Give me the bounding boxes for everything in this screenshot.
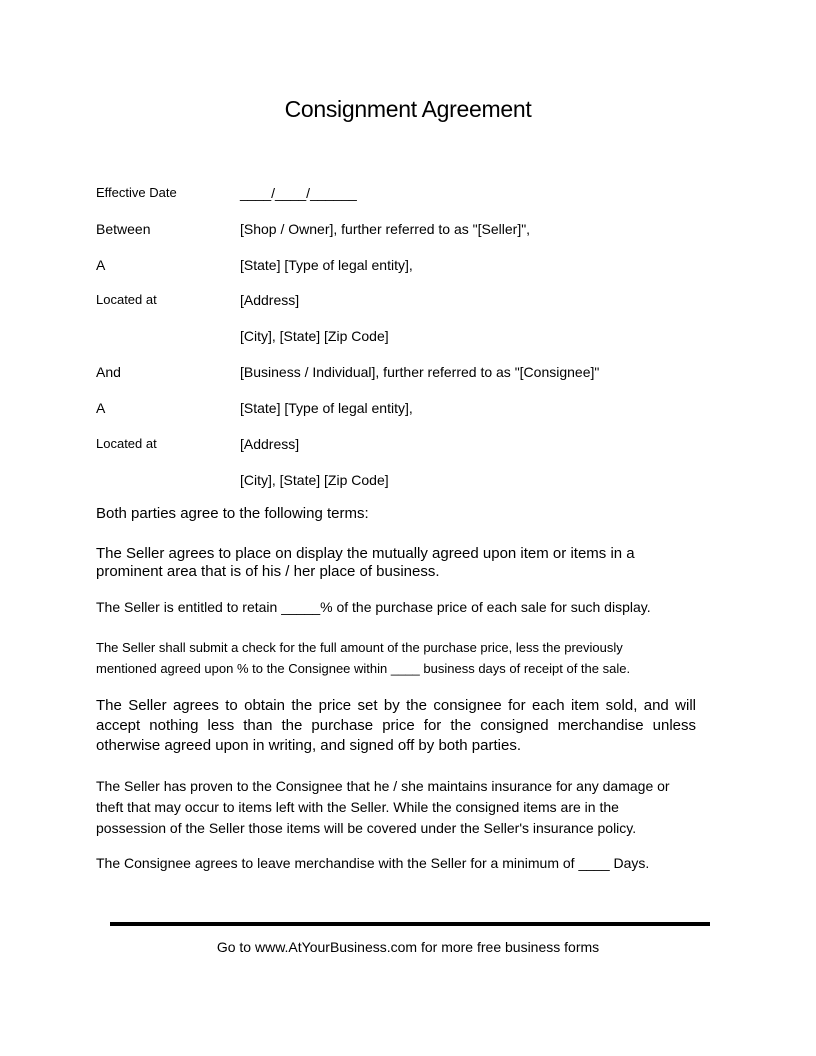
page-title: Consignment Agreement	[284, 96, 532, 122]
field-label: Located at	[96, 436, 157, 451]
field-seller-entity	[96, 257, 716, 277]
field-value: [City], [State] [Zip Code]	[240, 328, 389, 344]
field-label: A	[96, 257, 106, 273]
terms-intro: Both parties agree to the following terms:	[96, 505, 369, 522]
field-value: [Address]	[240, 292, 300, 308]
field-value: [Shop / Owner], further referred to as "[Seller]",	[240, 221, 531, 237]
field-seller-city	[96, 328, 716, 348]
field-consignee-entity	[96, 400, 716, 420]
footer-text: Go to www.AtYourBusiness.com for more free business forms	[216, 939, 600, 955]
term-paragraph: The Seller agrees to place on display the mutually agreed upon item or items in a prominent area that is of his / her place of business.	[96, 545, 635, 580]
term-paragraph: The Seller agrees to obtain the price set by the consignee for each item sold, and will accept nothing less than the purchase price for the consigned merchandise unless otherwise agreed upon in writing, and signed off by both parties.	[96, 697, 696, 754]
field-value: [Address]	[240, 436, 300, 452]
field-seller-address	[96, 292, 716, 312]
field-value: [State] [Type of legal entity],	[240, 257, 413, 273]
field-value: ____/____/______	[240, 185, 357, 201]
field-effective-date	[96, 185, 716, 205]
field-label: Located at	[96, 292, 157, 307]
field-label: Between	[96, 221, 151, 237]
field-value: [City], [State] [Zip Code]	[240, 472, 389, 488]
field-value: [Business / Individual], further referred to as "[Consignee]"	[240, 364, 600, 380]
field-consignee-address	[96, 436, 716, 456]
footer-divider	[110, 922, 710, 926]
term-paragraph: The Seller shall submit a check for the full amount of the purchase price, less the previously mentioned agreed upon % to the Consignee within ____ business days of receipt of the sale.	[96, 640, 631, 676]
field-label: Effective Date	[96, 185, 177, 200]
field-label: And	[96, 364, 121, 380]
field-label: A	[96, 400, 106, 416]
term-paragraph: The Consignee agrees to leave merchandise with the Seller for a minimum of ____ Days.	[96, 855, 650, 871]
field-between	[96, 221, 716, 241]
field-consignee-city	[96, 472, 716, 492]
term-paragraph: The Seller is entitled to retain _____% of the purchase price of each sale for such display.	[96, 599, 651, 615]
field-and	[96, 364, 716, 384]
term-paragraph: The Seller has proven to the Consignee that he / she maintains insurance for any damage or theft that may occur to items left with the Seller. While the consigned items are in the possession of the Seller those items will be covered under the Seller's insurance policy.	[96, 778, 670, 836]
field-value: [State] [Type of legal entity],	[240, 400, 413, 416]
